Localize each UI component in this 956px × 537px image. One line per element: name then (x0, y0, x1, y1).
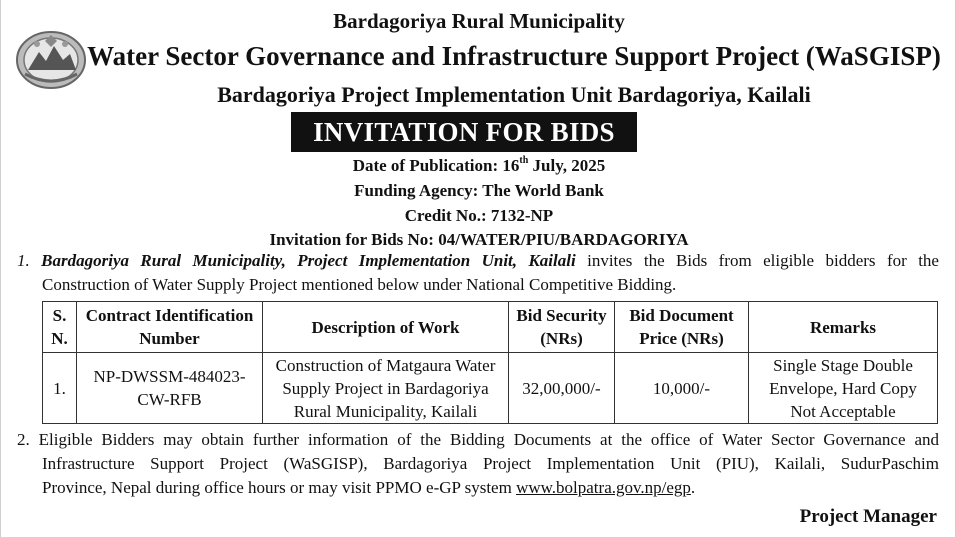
paragraph-2-line-1: 2. Eligible Bidders may obtain further information of the Bidding Documents at the office of Water Sector Governance and (17, 430, 939, 449)
header-remarks: Remarks (749, 302, 938, 353)
cell-contract-id: NP-DWSSM-484023- CW-RFB (77, 353, 263, 424)
publication-date: Date of Publication: 16th July, 2025 (352, 155, 606, 175)
table-row (43, 353, 938, 424)
funding-agency: Funding Agency: The World Bank (354, 181, 604, 200)
paragraph-2-line-3: Province, Nepal during office hours or may visit PPMO e-GP system www.bolpatra.gov.np/egp. (42, 478, 696, 497)
header-description: Description of Work (263, 302, 509, 353)
cell-remarks: Single Stage Double Envelope, Hard Copy Not Acceptable (749, 353, 938, 424)
municipality-name: Bardagoriya Rural Municipality (333, 9, 625, 33)
paragraph-2-line-2: Infrastructure Support Project (WaSGISP), Bardagoriya Project Implementation Unit (PIU), Kailali, SudurPaschim (42, 454, 939, 473)
egp-link[interactable]: www.bolpatra.gov.np/egp (516, 478, 691, 497)
header-document-price: Bid Document Price (NRs) (615, 302, 749, 353)
cell-sn: 1. (43, 353, 77, 424)
credit-number: Credit No.: 7132-NP (404, 206, 554, 225)
issuer-name: Bardagoriya Rural Municipality, Project Implementation Unit, Kailali (41, 251, 576, 270)
notice-banner: INVITATION FOR BIDS (291, 112, 637, 152)
header-sn: S. N. (43, 302, 77, 353)
bids-table (42, 301, 938, 424)
header-contract-id: Contract Identification Number (77, 302, 263, 353)
paragraph-1 (17, 249, 939, 297)
cell-bid-security: 32,00,000/- (509, 353, 615, 424)
ifb-number: Invitation for Bids No: 04/WATER/PIU/BARDAGORIYA (269, 230, 689, 249)
project-title: Water Sector Governance and Infrastructure Support Project (WaSGISP) (87, 41, 941, 71)
paragraph-2 (17, 428, 939, 500)
implementation-unit: Bardagoriya Project Implementation Unit Bardagoriya, Kailali (217, 82, 811, 107)
signature: Project Manager (799, 506, 937, 527)
paragraph-1-line-1: 1. Bardagoriya Rural Municipality, Project Implementation Unit, Kailali invites the Bids from eligible bidders for the (17, 251, 939, 270)
paragraph-1-line-2: Construction of Water Supply Project mentioned below under National Competitive Bidding. (42, 275, 677, 294)
cell-description: Construction of Matgaura Water Supply Project in Bardagoriya Rural Municipality, Kailali (263, 353, 509, 424)
table-header-row (43, 302, 938, 353)
header-bid-security: Bid Security (NRs) (509, 302, 615, 353)
cell-document-price: 10,000/- (615, 353, 749, 424)
